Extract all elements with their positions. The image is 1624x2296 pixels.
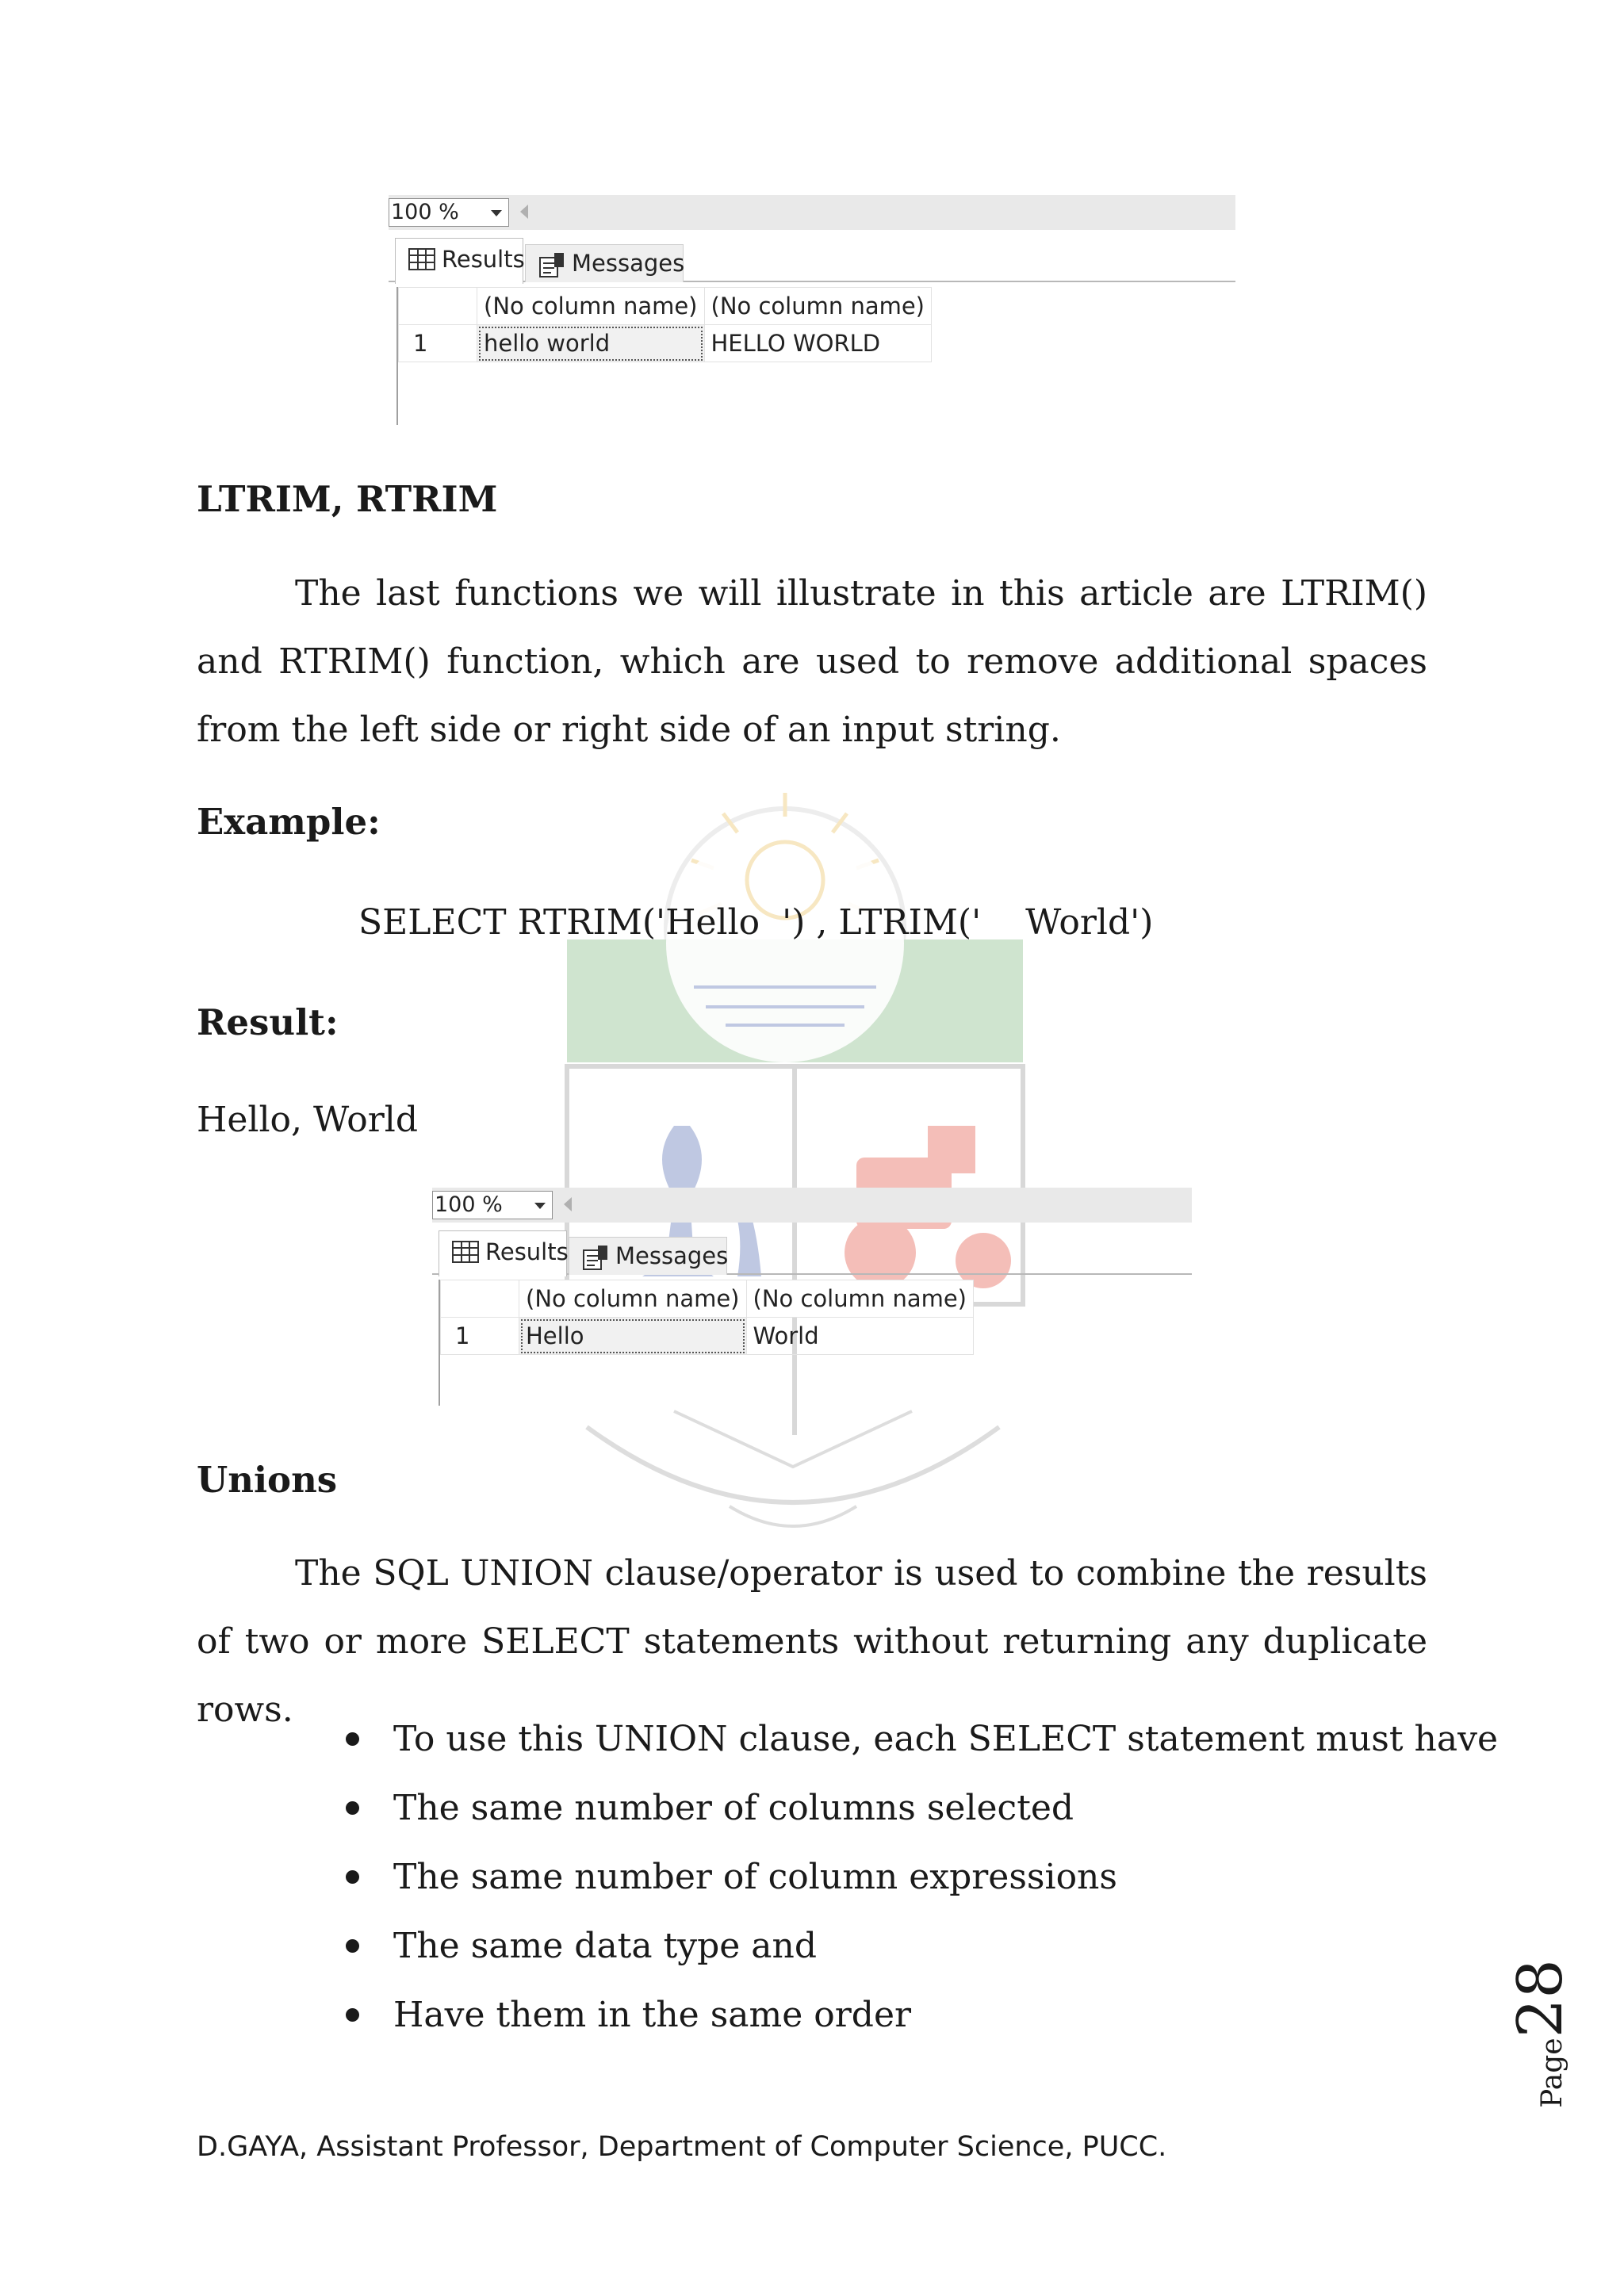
zoom-dropdown[interactable]	[389, 198, 509, 227]
tab-messages-label: Messages	[572, 250, 685, 277]
zoom-dropdown[interactable]	[432, 1191, 553, 1219]
table-header-row	[441, 1280, 974, 1318]
bullet-icon	[346, 1801, 359, 1815]
tab-results[interactable]	[395, 238, 523, 284]
bullet-icon	[346, 1939, 359, 1953]
results-table	[398, 287, 932, 362]
page-number-value: 28	[1505, 1959, 1576, 2038]
bullet-icon	[346, 1870, 359, 1884]
bullet-icon	[346, 1732, 359, 1746]
column-header[interactable]: (No column name)	[477, 288, 705, 325]
results-grid	[439, 1280, 1192, 1406]
list-item-text: To use this UNION clause, each SELECT statement must have	[393, 1719, 1499, 1759]
grid-icon	[452, 1241, 479, 1263]
result-text: Hello, World	[197, 1100, 419, 1140]
results-tabs	[432, 1230, 1192, 1275]
zoom-value: 100 %	[391, 200, 459, 224]
list-item	[341, 1980, 1498, 2049]
messages-icon	[538, 251, 567, 278]
results-panel-1	[389, 195, 1235, 425]
zoom-value: 100 %	[435, 1192, 503, 1217]
tab-results-label: Results	[485, 1238, 569, 1265]
result-label: Result:	[197, 1001, 339, 1043]
list-item-text: Have them in the same order	[393, 1995, 912, 2035]
messages-icon	[582, 1244, 611, 1271]
grid-cell-selected[interactable]: hello world	[477, 325, 705, 362]
column-header[interactable]: (No column name)	[519, 1280, 747, 1318]
results-panel-2	[432, 1188, 1192, 1406]
list-item-text: The same number of column expressions	[393, 1857, 1117, 1897]
page-number-label: Page	[1536, 2038, 1568, 2108]
grid-icon	[408, 248, 435, 270]
scroll-left-icon[interactable]	[564, 1197, 572, 1211]
table-row	[399, 325, 932, 362]
example-label: Example:	[197, 801, 381, 843]
chevron-down-icon	[491, 210, 502, 216]
scroll-left-icon[interactable]	[520, 205, 528, 219]
column-header[interactable]: (No column name)	[746, 1280, 974, 1318]
table-row	[441, 1318, 974, 1355]
grid-cell[interactable]: World	[746, 1318, 974, 1355]
grid-cell[interactable]: HELLO WORLD	[704, 325, 932, 362]
unions-bullet-list	[341, 1705, 1498, 2049]
unions-paragraph: The SQL UNION clause/operator is used to combine the results of two or more SELECT statements without returning any duplicate rows.	[197, 1553, 1427, 1730]
results-toolbar	[389, 195, 1235, 230]
table-header-row	[399, 288, 932, 325]
bullet-icon	[346, 2008, 359, 2022]
page-number	[1497, 1958, 1584, 2109]
row-number[interactable]: 1	[441, 1318, 519, 1355]
grid-cell-selected[interactable]: Hello	[519, 1318, 747, 1355]
corner-cell	[441, 1280, 519, 1318]
section-heading-unions: Unions	[197, 1459, 338, 1501]
tab-results-label: Results	[442, 246, 525, 273]
trim-paragraph: The last functions we will illustrate in this article are LTRIM() and RTRIM() function, which are used to remove additional spaces from the left side or right side of an input string.	[197, 573, 1427, 750]
results-table	[440, 1280, 974, 1355]
corner-cell	[399, 288, 477, 325]
list-item	[341, 1843, 1498, 1911]
section-heading-trim: LTRIM, RTRIM	[197, 478, 498, 520]
tab-results[interactable]	[439, 1230, 567, 1276]
list-item	[341, 1705, 1498, 1774]
page-footer: D.GAYA, Assistant Professor, Department of Computer Science, PUCC.	[197, 2131, 1167, 2163]
results-grid	[396, 287, 1235, 425]
list-item-text: The same data type and	[393, 1926, 818, 1966]
chevron-down-icon	[534, 1203, 546, 1209]
list-item	[341, 1911, 1498, 1980]
row-number[interactable]: 1	[399, 325, 477, 362]
results-tabs	[389, 238, 1235, 282]
example-code: SELECT RTRIM('Hello ') , LTRIM(' World')	[358, 902, 1154, 943]
page-number-inner	[1505, 1959, 1576, 2108]
tab-messages-label: Messages	[615, 1242, 729, 1269]
tab-messages[interactable]	[525, 244, 684, 282]
tab-messages[interactable]	[569, 1237, 727, 1275]
list-item-text: The same number of columns selected	[393, 1788, 1074, 1828]
list-item	[341, 1774, 1498, 1843]
column-header[interactable]: (No column name)	[704, 288, 932, 325]
